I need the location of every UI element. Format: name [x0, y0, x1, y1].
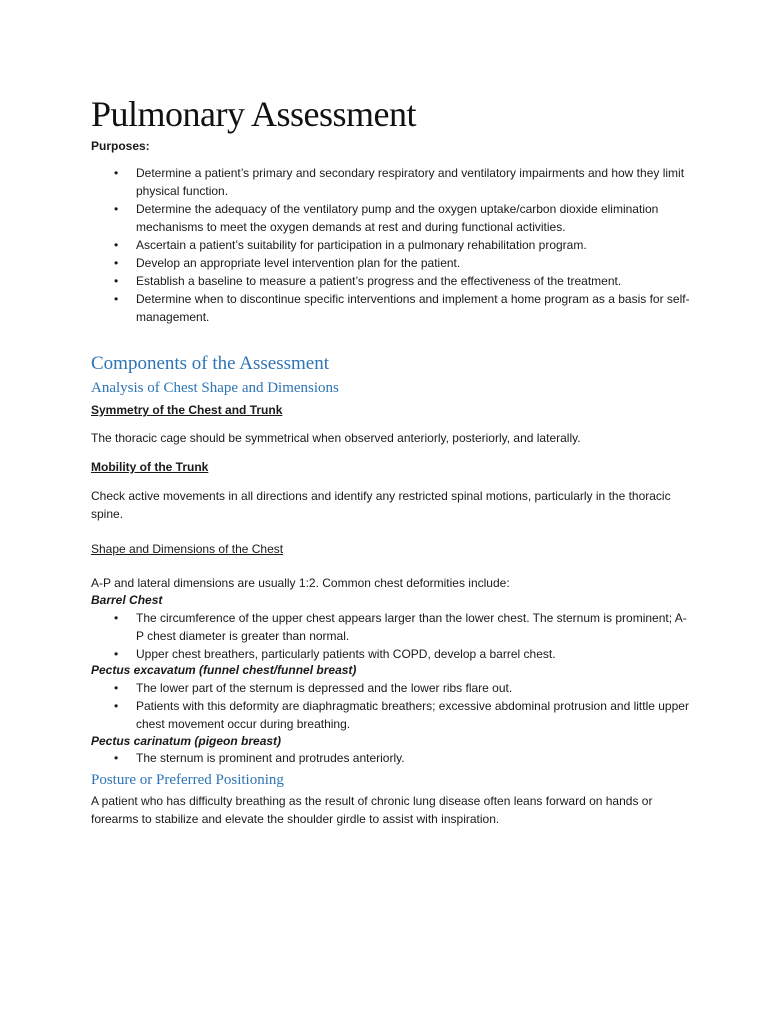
list-item: • The sternum is prominent and protrudes anteriorly. — [114, 751, 405, 765]
shape-heading: Shape and Dimensions of the Chest — [91, 542, 284, 556]
posture-heading: Posture or Preferred Positioning — [91, 772, 284, 788]
list-item: • Establish a baseline to measure a patient’s progress and the effectiveness of the treatment. — [114, 274, 622, 288]
list-item: • Ascertain a patient’s suitability for participation in a pulmonary rehabilitation program. — [114, 238, 587, 252]
symmetry-text: The thoracic cage should be symmetrical when observed anteriorly, posteriorly, and laterally. — [91, 431, 581, 445]
barrel-chest-list — [91, 609, 691, 663]
purposes-label: Purposes: — [91, 139, 150, 153]
list-item: • Upper chest breathers, particularly patients with COPD, develop a barrel chest. — [114, 647, 556, 661]
bullet-icon: • — [114, 647, 119, 661]
page-title: Pulmonary Assessment — [91, 94, 417, 134]
deformity-name: Pectus excavatum (funnel chest/funnel breast) — [91, 663, 357, 677]
chest-analysis-heading: Analysis of Chest Shape and Dimensions — [91, 380, 339, 396]
bullet-icon: • — [114, 611, 119, 625]
mobility-heading: Mobility of the Trunk — [91, 460, 209, 474]
deformity-name: Barrel Chest — [91, 593, 163, 607]
shape-intro: A-P and lateral dimensions are usually 1:2. Common chest deformities include: — [91, 576, 510, 590]
symmetry-heading: Symmetry of the Chest and Trunk — [91, 403, 283, 417]
list-item: • The circumference of the upper chest appears larger than the lower chest. The sternum is prominent; A-P chest diameter is greater than normal. — [114, 611, 687, 643]
list-item: • Determine when to discontinue specific interventions and implement a home program as a basis for self-management. — [114, 292, 690, 324]
posture-text: A patient who has difficulty breathing as the result of chronic lung disease often leans forward on hands or forearms to stabilize and elevate the shoulder girdle to assist with inspiration. — [91, 794, 653, 826]
bullet-icon: • — [114, 202, 119, 216]
deformity-name: Pectus carinatum (pigeon breast) — [91, 734, 282, 748]
list-item: • Determine the adequacy of the ventilatory pump and the oxygen uptake/carbon dioxide elimination mechanisms to meet the oxygen demands at rest and during functional activities. — [114, 202, 659, 234]
bullet-icon: • — [114, 274, 119, 288]
bullet-icon: • — [114, 681, 119, 695]
bullet-icon: • — [114, 292, 119, 306]
list-item: • Determine a patient’s primary and secondary respiratory and ventilatory impairments and how they limit physical function. — [114, 166, 685, 198]
bullet-icon: • — [114, 751, 119, 765]
bullet-icon: • — [114, 238, 119, 252]
bullet-icon: • — [114, 256, 119, 270]
list-item: • Patients with this deformity are diaphragmatic breathers; excessive abdominal protrusion and little upper chest movement occur during breathing. — [114, 699, 689, 731]
list-item: • The lower part of the sternum is depressed and the lower ribs flare out. — [114, 681, 513, 695]
pectus-excavatum-list — [91, 679, 691, 733]
bullet-icon: • — [114, 699, 119, 713]
components-heading: Components of the Assessment — [91, 353, 330, 374]
purposes-list — [91, 164, 691, 326]
bullet-icon: • — [114, 166, 119, 180]
mobility-text: Check active movements in all directions and identify any restricted spinal motions, particularly in the thoracic spine. — [91, 489, 671, 521]
list-item: • Develop an appropriate level intervention plan for the patient. — [114, 256, 461, 270]
pectus-carinatum-list — [91, 749, 691, 767]
